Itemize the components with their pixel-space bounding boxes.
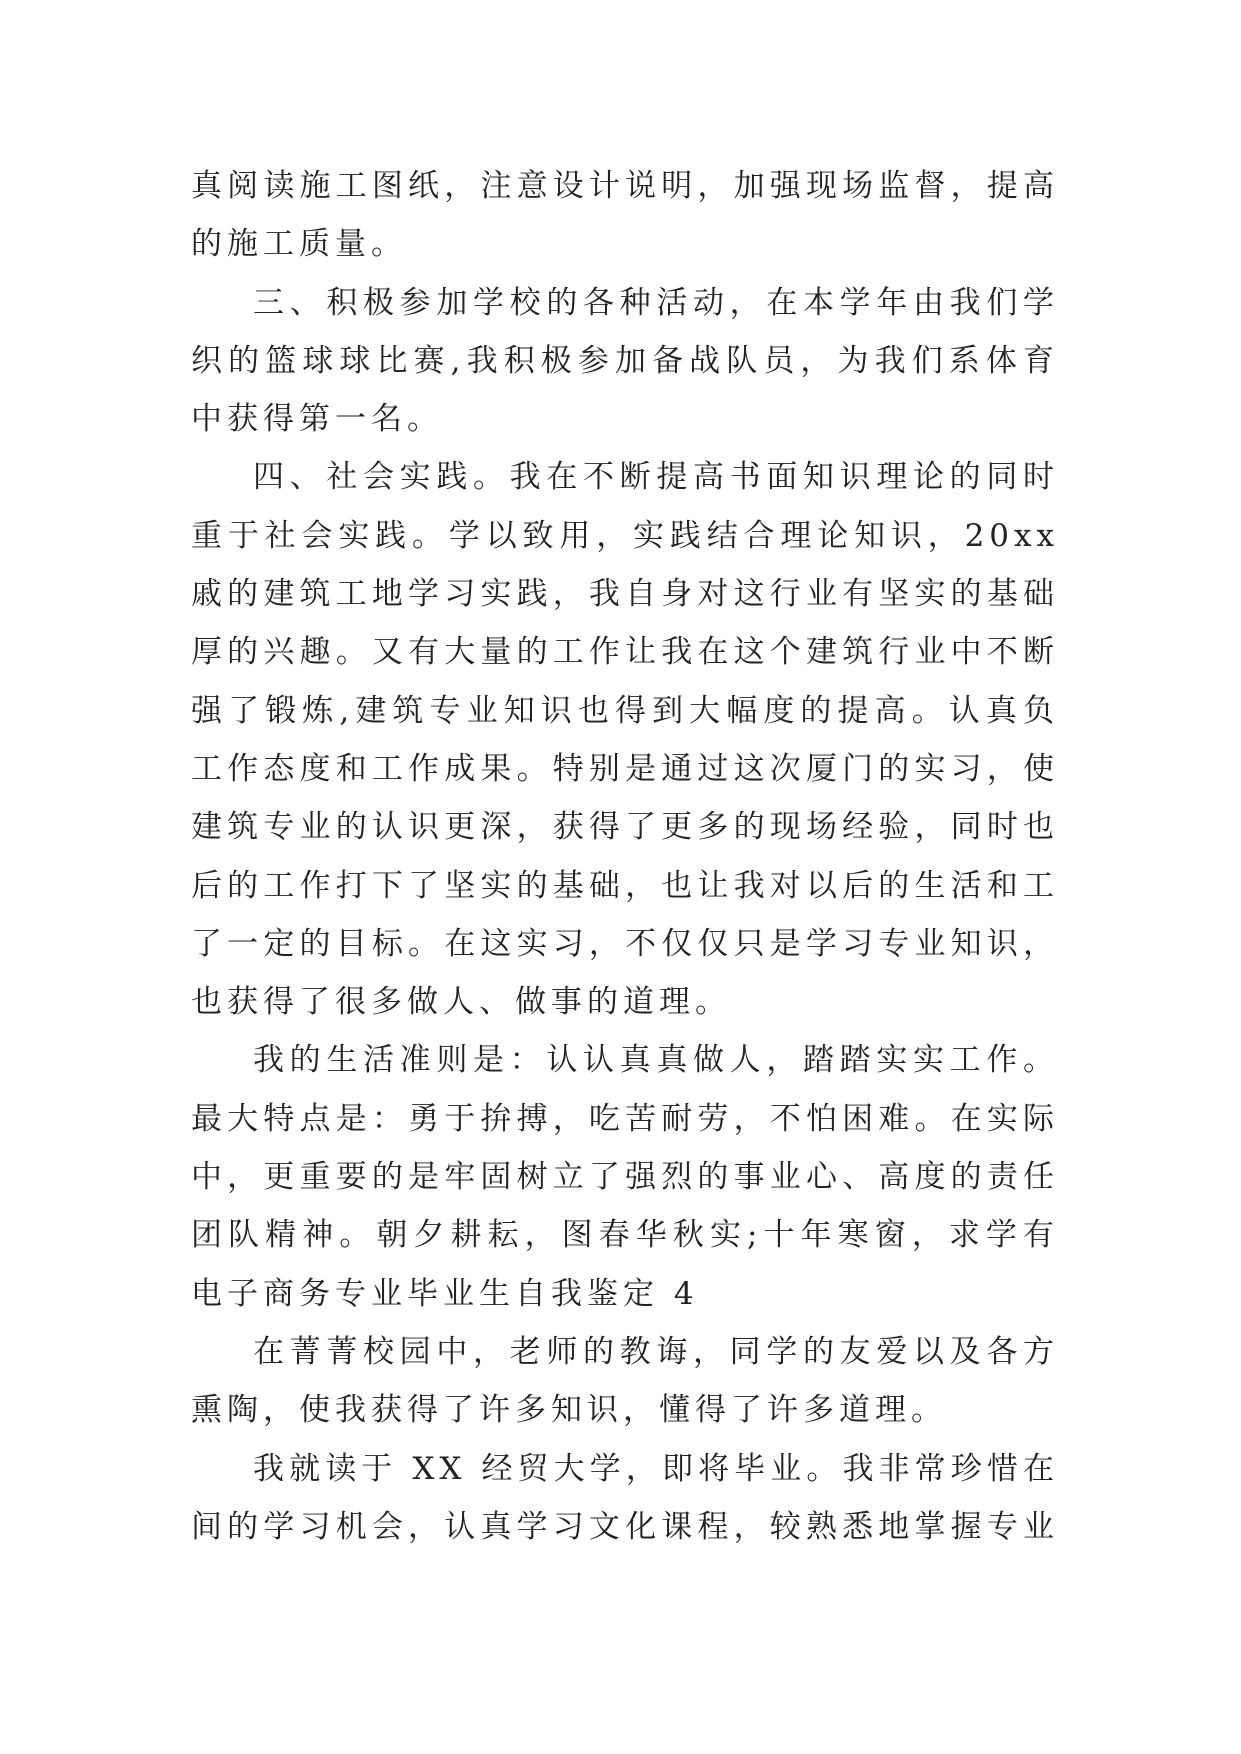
text-line: 我的生活准则是：认认真真做人，踏踏实实工作。 xyxy=(253,1042,1059,1079)
text-line: 厚的兴趣。又有大量的工作让我在这个建筑行业中不断 xyxy=(191,634,1059,671)
text-line: 中获得第一名。 xyxy=(191,401,443,438)
document-body xyxy=(191,157,1059,1556)
text-line: 三、积极参加学校的各种活动，在本学年由我们学 xyxy=(253,284,1059,321)
text-line: 了一定的目标。在这实习，不仅仅只是学习专业知识， xyxy=(191,925,1059,962)
text-line: 熏陶，使我获得了许多知识，懂得了许多道理。 xyxy=(191,1392,947,1429)
text-line: 织的篮球球比赛,我积极参加备战队员，为我们系体育 xyxy=(191,342,1059,379)
text-line: 中，更重要的是牢固树立了强烈的事业心、高度的责任 xyxy=(191,1159,1059,1196)
text-line: 在菁菁校园中，老师的教诲，同学的友爱以及各方 xyxy=(253,1333,1059,1370)
text-line: 建筑专业的认识更深，获得了更多的现场经验，同时也 xyxy=(191,809,1059,846)
text-line: 也获得了很多做人、做事的道理。 xyxy=(191,984,731,1021)
text-line: 工作态度和工作成果。特别是通过这次厦门的实习，使 xyxy=(191,750,1059,787)
text-line: 强了锻炼,建筑专业知识也得到大幅度的提高。认真负 xyxy=(191,692,1059,729)
text-line: 戚的建筑工地学习实践，我自身对这行业有坚实的基础 xyxy=(191,576,1059,613)
text-line: 间的学习机会，认真学习文化课程，较熟悉地掌握专业 xyxy=(191,1508,1059,1545)
text-line: 我就读于 XX 经贸大学，即将毕业。我非常珍惜在 xyxy=(253,1450,1059,1487)
text-line: 团队精神。朝夕耕耘，图春华秋实;十年寒窗，求学有 xyxy=(191,1217,1059,1254)
text-line: 真阅读施工图纸，注意设计说明，加强现场监督，提高 xyxy=(191,168,1059,204)
text-line: 电子商务专业毕业生自我鉴定 4 xyxy=(191,1275,699,1312)
text-line: 重于社会实践。学以致用，实践结合理论知识，20xx xyxy=(191,517,1059,554)
text-line: 最大特点是：勇于拚搏，吃苦耐劳，不怕困难。在实际 xyxy=(191,1100,1059,1137)
text-line: 的施工质量。 xyxy=(191,226,407,263)
text-line: 后的工作打下了坚实的基础，也让我对以后的生活和工 xyxy=(191,867,1059,904)
text-line: 四、社会实践。我在不断提高书面知识理论的同时 xyxy=(253,459,1059,496)
